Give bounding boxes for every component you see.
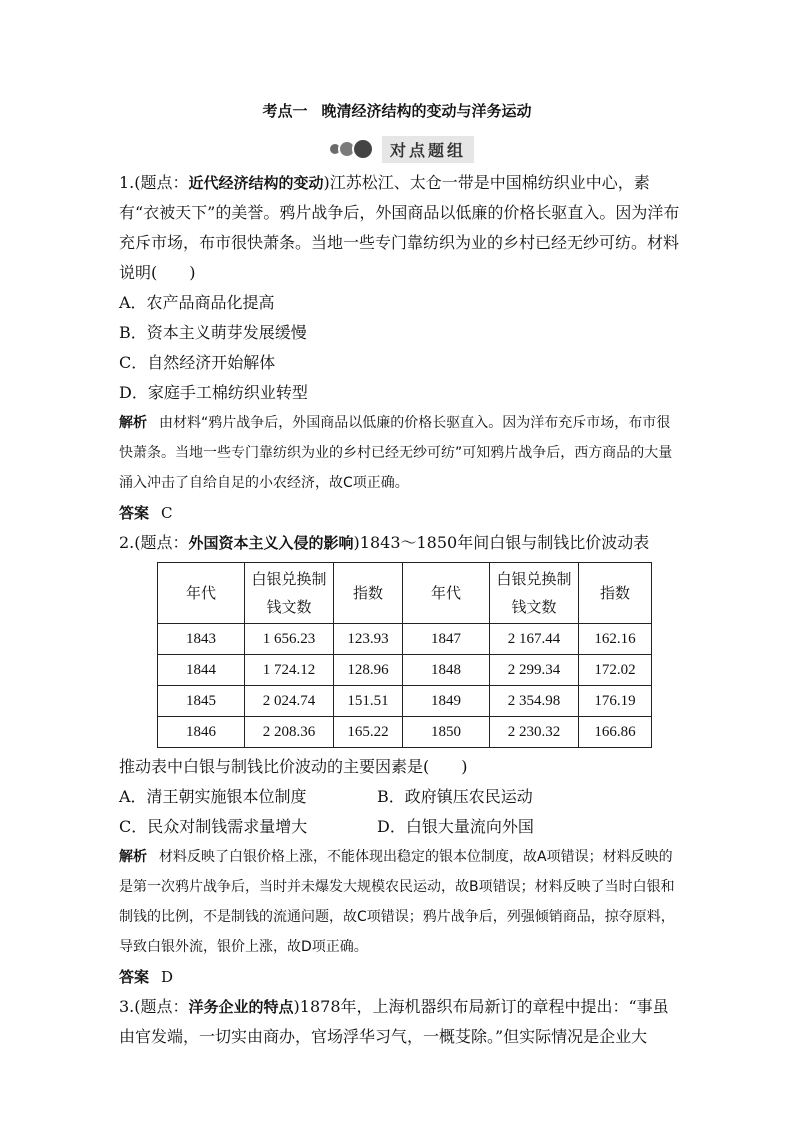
table-cell: 128.96	[334, 655, 403, 686]
table-cell: 1849	[403, 686, 490, 717]
table-header: 年代	[403, 563, 490, 624]
option-a: A．清王朝实施银本位制度	[119, 787, 307, 806]
table-cell: 2 024.74	[245, 686, 334, 717]
table-cell: 1 724.12	[245, 655, 334, 686]
table-cell: 151.51	[334, 686, 403, 717]
question-2-stem: 2.(题点：外国资本主义入侵的影响)1843～1850年间白银与制钱比价波动表	[119, 533, 650, 552]
table-cell: 1845	[158, 686, 245, 717]
section-title	[0, 100, 794, 121]
table-cell: 1846	[158, 717, 245, 748]
table-header-row	[158, 563, 652, 624]
silver-copper-table	[157, 562, 652, 748]
table-cell: 166.86	[579, 717, 652, 748]
table-cell: 1850	[403, 717, 490, 748]
table-cell: 1844	[158, 655, 245, 686]
banner-dot-icon	[352, 138, 374, 160]
question-2-answer: 答案 D	[119, 968, 174, 986]
option-d: D．家庭手工棉纺织业转型	[119, 383, 308, 402]
table-cell: 2 354.98	[490, 686, 579, 717]
table-cell: 2 167.44	[490, 624, 579, 655]
table-cell: 2 230.32	[490, 717, 579, 748]
table-cell: 1843	[158, 624, 245, 655]
option-c: C．自然经济开始解体	[119, 353, 276, 372]
table-cell: 2 208.36	[245, 717, 334, 748]
banner-label: 对点题组	[382, 136, 474, 163]
section-title-prefix: 考点一	[262, 102, 308, 120]
question-3-stem: 3.(题点：洋务企业的特点)1878年，上海机器织布局新订的章程中提出：“事虽由官发端，一切实由商办，官场浮华习气，一概芟除。”但实际情况是企业大	[119, 997, 669, 1046]
question-1-stem: 1.(题点：近代经济结构的变动)江苏松江、太仓一带是中国棉纺织业中心，素有“衣被天下”的美誉。鸦片战争后，外国商品以低廉的价格长驱直入。因为洋布充斥市场，布市很快萧条。当地一些专门靠纺织为业的乡村已经无纱可纺。材料说明( )	[119, 173, 680, 282]
question-2-options-row2	[119, 812, 681, 842]
table-cell: 1 656.23	[245, 624, 334, 655]
table-cell: 123.93	[334, 624, 403, 655]
table-cell: 162.16	[579, 624, 652, 655]
question-2-analysis: 解析 材料反映了白银价格上涨，不能体现出稳定的银本位制度，故A项错误；材料反映的是第一次鸦片战争后，当时并未爆发大规模农民运动，故B项错误；材料反映了当时白银和制钱的比例，不是制钱的流通问题，故C项错误；鸦片战争后，列强倾销商品，掠夺原料，导致白银外流，银价上涨，故D项正确。	[119, 849, 675, 955]
option-d: D．白银大量流向外国	[377, 817, 534, 836]
table-cell: 1848	[403, 655, 490, 686]
question-1-options	[119, 288, 681, 408]
option-b: B．资本主义萌芽发展缓慢	[119, 323, 307, 342]
questions-content	[119, 168, 681, 1052]
exercise-banner	[330, 136, 474, 162]
table-row	[158, 624, 652, 655]
question-2-options	[119, 782, 681, 812]
table-cell: 172.02	[579, 655, 652, 686]
table-header: 指数	[334, 563, 403, 624]
table-cell: 1847	[403, 624, 490, 655]
table-row	[158, 655, 652, 686]
section-title-text: 晚清经济结构的变动与洋务运动	[321, 102, 532, 120]
table-header: 指数	[579, 563, 652, 624]
question-1-analysis: 解析 由材料“鸦片战争后，外国商品以低廉的价格长驱直入。因为洋布充斥市场，布市很快萧条。当地一些专门靠纺织为业的乡村已经无纱可纺”可知鸦片战争后，西方商品的大量涌入冲击了自给自足的小农经济，故C项正确。	[119, 415, 673, 491]
option-c: C．民众对制钱需求量增大	[119, 817, 308, 836]
table-row	[158, 686, 652, 717]
table-header: 年代	[158, 563, 245, 624]
table-header: 白银兑换制钱文数	[245, 563, 334, 624]
table-cell: 2 299.34	[490, 655, 579, 686]
table-cell: 165.22	[334, 717, 403, 748]
option-b: B．政府镇压农民运动	[377, 787, 533, 806]
table-cell: 176.19	[579, 686, 652, 717]
question-2-question: 推动表中白银与制钱比价波动的主要因素是( )	[119, 757, 468, 776]
table-header: 白银兑换制钱文数	[490, 563, 579, 624]
question-1-answer: 答案 C	[119, 504, 173, 522]
option-a: A．农产品商品化提高	[119, 293, 275, 312]
table-row	[158, 717, 652, 748]
